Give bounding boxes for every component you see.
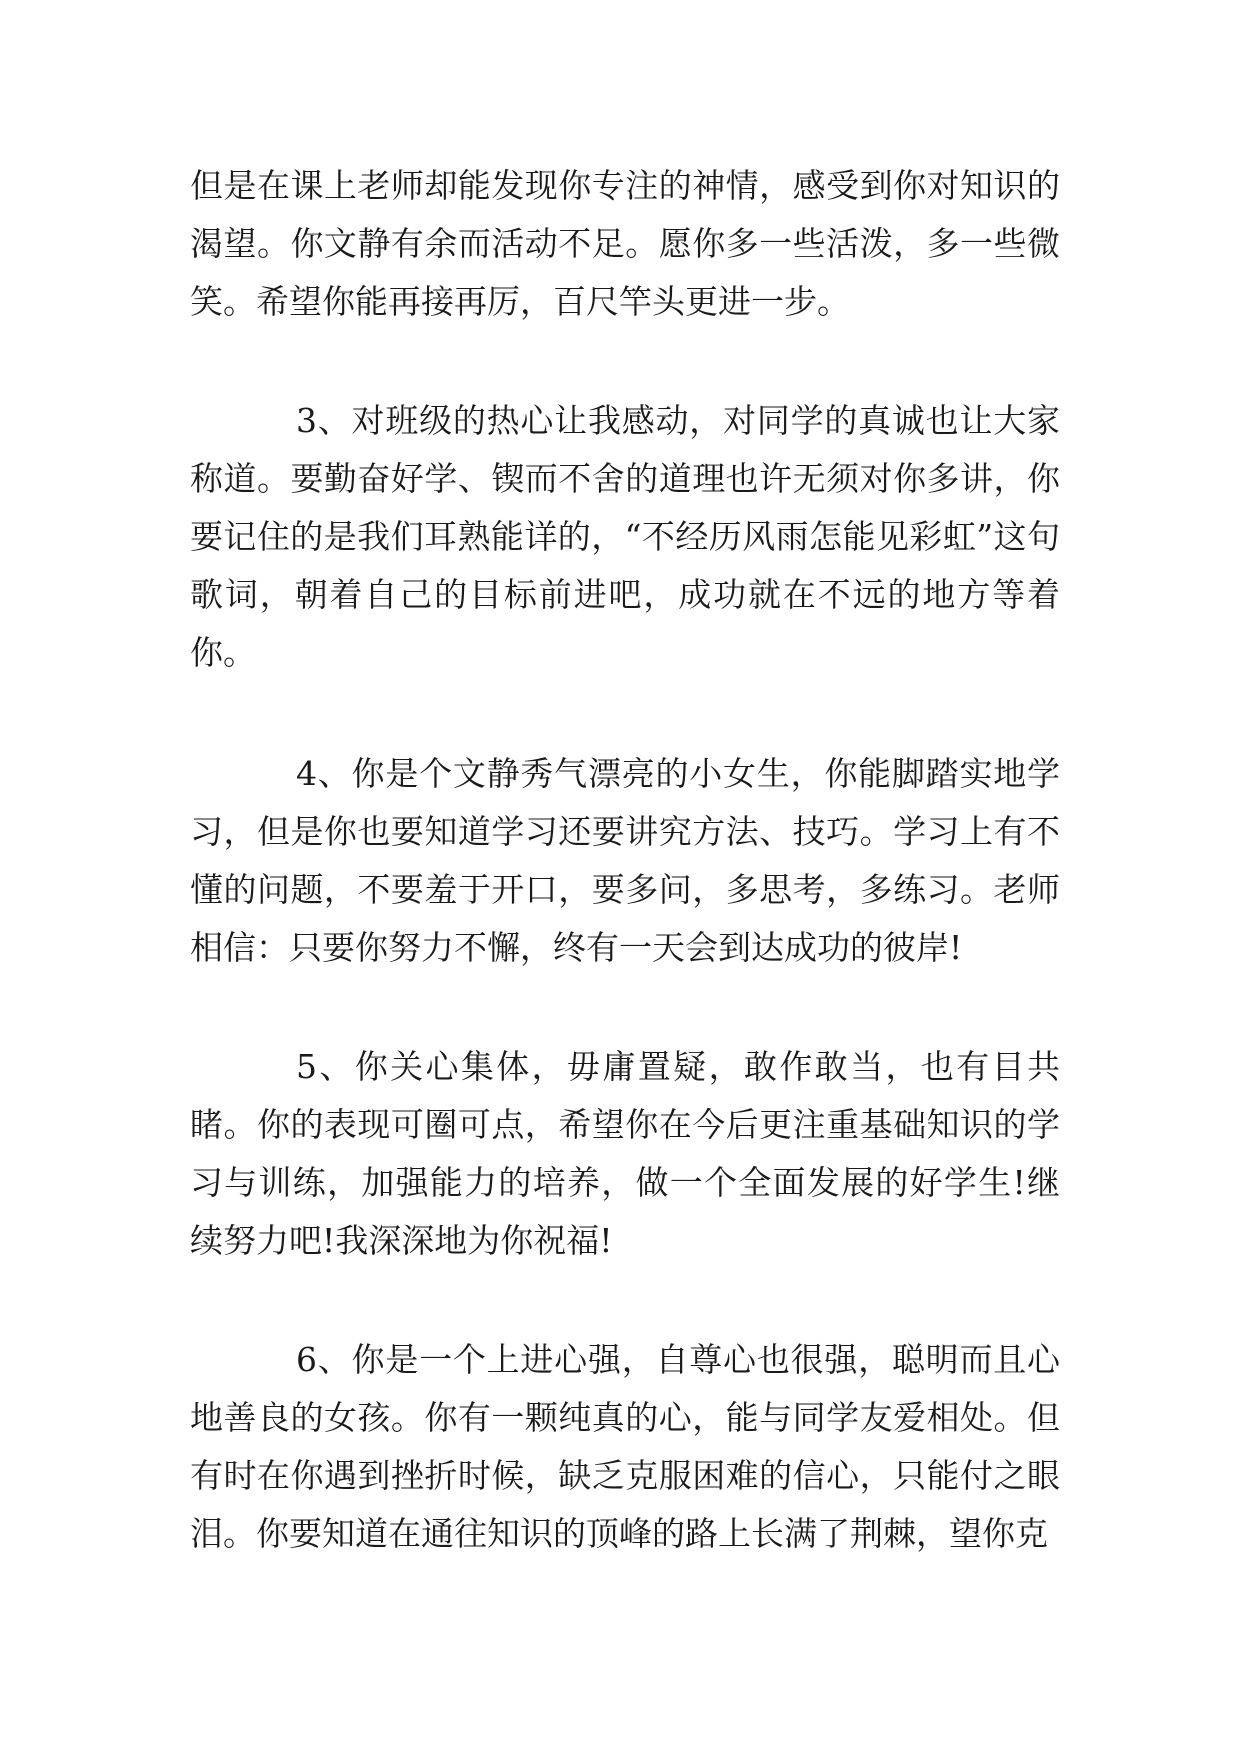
paragraph-comment-4: 4、你是个文静秀气漂亮的小女生，你能脚踏实地学习，但是你也要知道学习还要讲究方法、技巧。学习上有不懂的问题，不要羞于开口，要多问，多思考，多练习。老师相信：只要你努力不懈，终有一天会到达成功的彼岸!: [190, 754, 1060, 967]
paragraph-comment-3: 3、对班级的热心让我感动，对同学的真诚也让大家称道。要勤奋好学、锲而不舍的道理也许无须对你多讲，你要记住的是我们耳熟能详的，“不经历风雨怎能见彩虹”这句歌词，朝着自己的目标前进吧，成功就在不远的地方等着你。: [190, 401, 1060, 672]
paragraph-comment-6: 6、你是一个上进心强，自尊心也很强，聪明而且心地善良的女孩。你有一颗纯真的心，能与同学友爱相处。但有时在你遇到挫折时候，缺乏克服困难的信心，只能付之眼泪。你要知道在通往知识的顶峰的路上长满了荆棘，望你克: [190, 1340, 1060, 1553]
paragraph-comment-5: 5、你关心集体，毋庸置疑，敢作敢当，也有目共睹。你的表现可圈可点，希望你在今后更注重基础知识的学习与训练，加强能力的培养，做一个全面发展的好学生!继续努力吧!我深深地为你祝福!: [190, 1047, 1060, 1260]
paragraph-continuation: 但是在课上老师却能发现你专注的神情，感受到你对知识的渴望。你文静有余而活动不足。愿你多一些活泼，多一些微笑。希望你能再接再厉，百尺竿头更进一步。: [190, 166, 1060, 321]
